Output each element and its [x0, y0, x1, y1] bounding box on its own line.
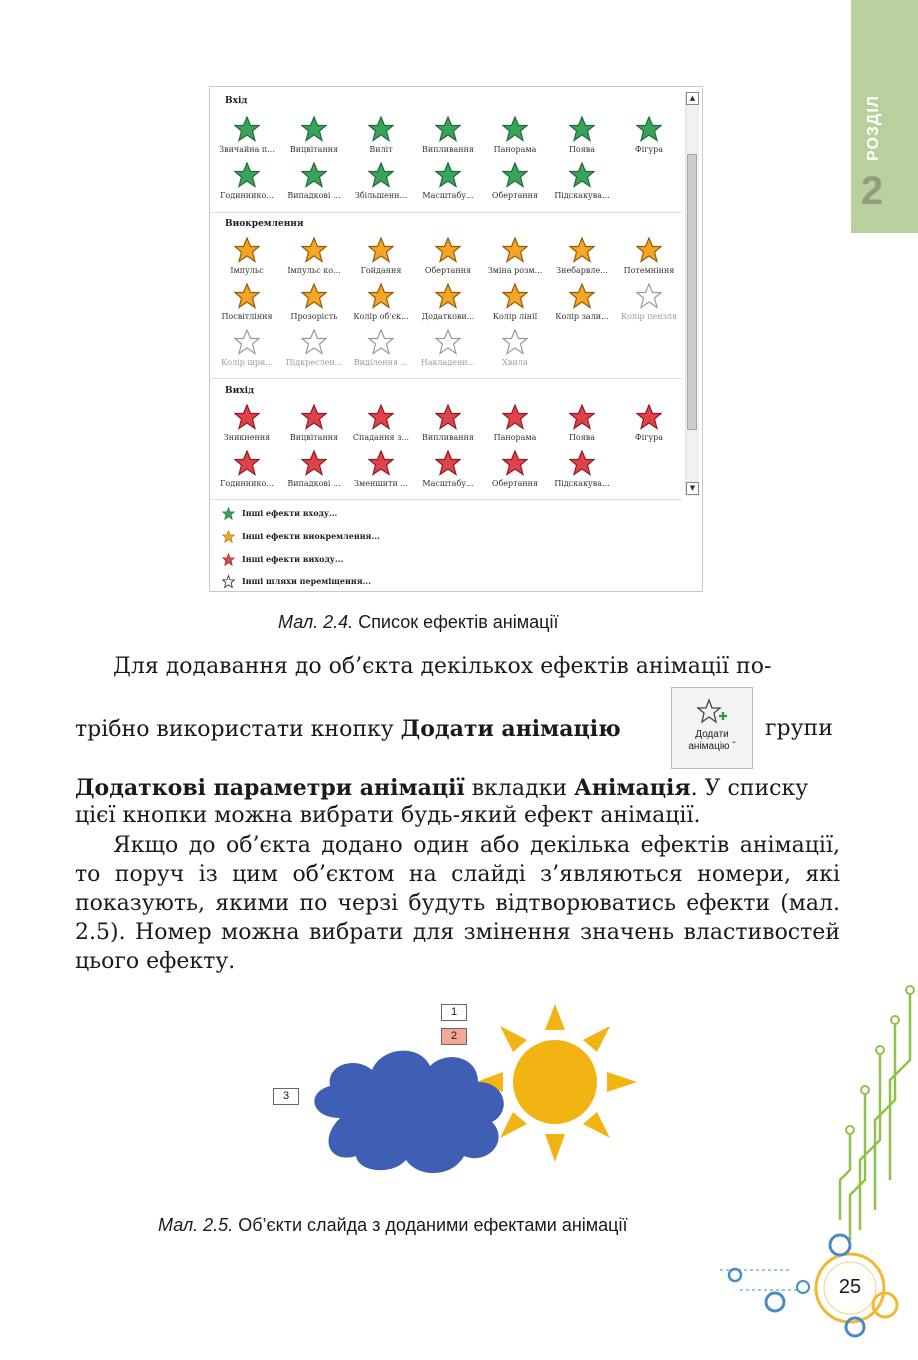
outline-star-icon — [222, 575, 235, 588]
effect-label: Колір пензля — [620, 312, 678, 321]
effect-exit-item[interactable] — [482, 450, 548, 494]
entrance-star-icon — [234, 116, 260, 142]
effect-label: Колір лінії — [492, 312, 538, 321]
more-exit-effects[interactable] — [222, 552, 343, 566]
button-label: анімацію ˇ — [688, 741, 736, 752]
green-star-icon — [222, 507, 235, 520]
effect-emphasis-item[interactable] — [214, 283, 280, 327]
emphasis-star-icon — [569, 237, 595, 263]
section-label: РОЗДІЛ — [865, 95, 882, 161]
entrance-star-icon — [435, 116, 461, 142]
effect-exit-item[interactable] — [281, 404, 347, 448]
effect-entrance-item[interactable] — [482, 162, 548, 206]
effect-label: Годиннико... — [220, 479, 274, 488]
effect-emphasis-item[interactable] — [214, 329, 280, 373]
effect-emphasis-item[interactable] — [616, 283, 682, 327]
effect-entrance-item[interactable] — [616, 116, 682, 160]
figure-number: Мал. 2.4. — [278, 612, 354, 632]
effect-label: Масштабу... — [422, 191, 474, 200]
entrance-star-icon — [301, 162, 327, 188]
effect-label: Випадкові ... — [287, 191, 341, 200]
section-number: 2 — [860, 169, 884, 213]
effect-label: Додаткови... — [421, 312, 475, 321]
figure-number: Мал. 2.5. — [158, 1215, 234, 1235]
effect-label: Поява — [568, 433, 596, 442]
effect-emphasis-item[interactable] — [616, 237, 682, 281]
entrance-star-icon — [368, 162, 394, 188]
effect-label: Колір об'єк... — [353, 312, 409, 321]
effect-label: Виліт — [369, 145, 393, 154]
effect-emphasis-item[interactable] — [348, 237, 414, 281]
scroll-down-icon[interactable]: ▼ — [686, 482, 699, 495]
text-line: Для додавання до об’єкта декількох ефектів анімації по- — [113, 654, 772, 679]
button-label: Додати — [695, 729, 729, 740]
effect-label: Зникнення — [223, 433, 271, 442]
effect-entrance-item[interactable] — [214, 116, 280, 160]
effect-label: Обертання — [491, 191, 539, 200]
entrance-star-icon — [502, 116, 528, 142]
emphasis-star-icon — [502, 283, 528, 309]
exit-star-icon — [502, 404, 528, 430]
effect-label: Панорама — [493, 433, 537, 442]
emphasis-star-icon — [234, 283, 260, 309]
more-emphasis-effects[interactable] — [222, 529, 380, 543]
bold-term: Анімація — [573, 775, 691, 801]
emphasis-star-icon — [435, 237, 461, 263]
effect-label: Підскакува... — [554, 191, 610, 200]
entrance-star-icon — [435, 162, 461, 188]
effect-emphasis-item[interactable] — [482, 329, 548, 373]
figure-caption-text: Об’єкти слайда з доданими ефектами анімації — [233, 1215, 628, 1235]
emphasis-star-icon — [636, 283, 662, 309]
emphasis-star-icon — [435, 283, 461, 309]
effect-emphasis-item[interactable] — [348, 329, 414, 373]
effect-label: Колір зали... — [555, 312, 609, 321]
effect-label: Панорама — [493, 145, 537, 154]
exit-star-icon — [368, 450, 394, 476]
exit-star-icon — [234, 450, 260, 476]
red-star-icon — [222, 553, 235, 566]
panel-scrollbar[interactable] — [685, 92, 699, 496]
emphasis-star-icon — [368, 283, 394, 309]
effect-label: Гойдання — [360, 266, 402, 275]
exit-star-icon — [569, 404, 595, 430]
effect-label: Випадкові ... — [287, 479, 341, 488]
effect-emphasis-item[interactable] — [281, 329, 347, 373]
text-line — [75, 716, 621, 742]
exit-star-icon — [569, 450, 595, 476]
effect-emphasis-item[interactable] — [348, 283, 414, 327]
text-line: групи — [765, 716, 833, 741]
add-star-icon — [696, 697, 728, 729]
effect-label: Зменшити ... — [354, 479, 408, 488]
effect-label: Вицвітання — [289, 145, 339, 154]
paragraph: Якщо до об’єкта додано один або декілька ефектів анімації, то поруч із цим об’єктом на слайді з’являються номери, які показують, якими по черзі будуть відтворюватись ефекти (мал. 2.5). Номер можна вибрати для змінення значень властивостей цього ефекту. — [75, 833, 840, 974]
text-line — [75, 775, 808, 801]
exit-star-icon — [636, 404, 662, 430]
emphasis-star-icon — [301, 237, 327, 263]
effect-label: Підкреслен... — [285, 358, 343, 367]
effect-label: Звичайна п... — [219, 145, 275, 154]
cloud-shape[interactable] — [314, 1051, 503, 1173]
exit-star-icon — [502, 450, 528, 476]
effect-label: Зміна розм... — [487, 266, 543, 275]
effect-exit-item[interactable] — [415, 404, 481, 448]
effect-label: Годиннико... — [220, 191, 274, 200]
animation-order-label[interactable]: 3 — [273, 1088, 299, 1105]
entrance-star-icon — [234, 162, 260, 188]
effect-label: Поява — [568, 145, 596, 154]
emphasis-star-icon — [435, 329, 461, 355]
entrance-star-icon — [502, 162, 528, 188]
emphasis-star-icon — [569, 283, 595, 309]
effect-emphasis-item[interactable] — [482, 237, 548, 281]
emphasis-star-icon — [636, 237, 662, 263]
text-fragment: . У списку — [690, 776, 809, 801]
entrance-star-icon — [636, 116, 662, 142]
effect-label: Фігура — [635, 433, 663, 442]
effect-label: Хвиля — [502, 358, 528, 367]
orange-star-icon — [222, 530, 235, 543]
text-line: цієї кнопки можна вибрати будь-який ефект анімації. — [75, 803, 701, 828]
effect-entrance-item[interactable] — [348, 116, 414, 160]
emphasis-heading: Виокремлення — [225, 219, 304, 229]
effect-emphasis-item[interactable] — [482, 283, 548, 327]
effect-emphasis-item[interactable] — [415, 329, 481, 373]
effect-entrance-item[interactable] — [281, 116, 347, 160]
entrance-star-icon — [569, 162, 595, 188]
effect-exit-item[interactable] — [348, 450, 414, 494]
effect-entrance-item[interactable] — [214, 162, 280, 206]
divider — [212, 378, 682, 379]
effect-exit-item[interactable] — [348, 404, 414, 448]
entrance-star-icon — [301, 116, 327, 142]
effect-entrance-item[interactable] — [415, 162, 481, 206]
more-motion-paths[interactable] — [222, 574, 371, 588]
emphasis-star-icon — [234, 237, 260, 263]
effect-label: Потемніння — [623, 266, 675, 275]
effect-exit-item[interactable] — [415, 450, 481, 494]
bold-term: Додати анімацію — [400, 716, 621, 742]
bold-term: Додаткові параметри анімації — [75, 775, 465, 801]
effect-label: Обертання — [424, 266, 472, 275]
effect-entrance-item[interactable] — [549, 116, 615, 160]
text-fragment: трібно використати кнопку — [75, 717, 401, 742]
effect-label: Накладенн... — [420, 358, 476, 367]
emphasis-star-icon — [502, 237, 528, 263]
effect-label: Посвітління — [221, 312, 273, 321]
figure-caption-text: Список ефектів анімації — [353, 612, 559, 632]
entrance-star-icon — [569, 116, 595, 142]
scroll-thumb[interactable] — [687, 154, 697, 430]
effect-label: Вицвітання — [289, 433, 339, 442]
more-entrance-effects[interactable] — [222, 506, 337, 520]
exit-star-icon — [234, 404, 260, 430]
effect-label: Фігура — [635, 145, 663, 154]
add-animation-button[interactable] — [671, 687, 753, 769]
effect-label: Випливання — [422, 145, 474, 154]
entrance-heading: Вхід — [225, 96, 248, 106]
effect-label: Обертання — [491, 479, 539, 488]
effect-exit-item[interactable] — [482, 404, 548, 448]
effect-exit-item[interactable] — [281, 450, 347, 494]
exit-heading: Вихід — [225, 386, 255, 396]
effect-label: Підскакува... — [554, 479, 610, 488]
circuit-decoration — [700, 980, 918, 1360]
exit-star-icon — [435, 450, 461, 476]
emphasis-star-icon — [368, 329, 394, 355]
effect-exit-item[interactable] — [214, 404, 280, 448]
effect-emphasis-item[interactable] — [415, 283, 481, 327]
effect-emphasis-item[interactable] — [415, 237, 481, 281]
more-exit-label: Інші ефекти виходу... — [242, 554, 344, 564]
exit-star-icon — [301, 404, 327, 430]
effect-label: Випливання — [422, 433, 474, 442]
effect-exit-item[interactable] — [616, 404, 682, 448]
more-entrance-label: Інші ефекти входу... — [242, 508, 338, 518]
effect-entrance-item[interactable] — [415, 116, 481, 160]
animation-order-label-selected[interactable]: 2 — [441, 1028, 467, 1045]
text-fragment: вкладки — [464, 776, 574, 801]
sun-shape[interactable] — [476, 1004, 637, 1162]
divider — [212, 499, 682, 500]
effect-exit-item[interactable] — [549, 450, 615, 494]
slide-objects — [300, 1000, 650, 1190]
effect-label: Імпульс — [230, 266, 264, 275]
effect-emphasis-item[interactable] — [549, 237, 615, 281]
effect-label: Масштабу... — [422, 479, 474, 488]
figure-caption — [158, 1215, 628, 1236]
effect-emphasis-item[interactable] — [281, 283, 347, 327]
effect-entrance-item[interactable] — [348, 162, 414, 206]
page-number: 25 — [838, 1276, 862, 1298]
emphasis-star-icon — [301, 329, 327, 355]
effect-label: Спадання з... — [352, 433, 410, 442]
effect-entrance-item[interactable] — [549, 162, 615, 206]
emphasis-star-icon — [502, 329, 528, 355]
more-paths-label: Інші шляхи переміщення... — [242, 576, 371, 586]
emphasis-star-icon — [368, 237, 394, 263]
exit-star-icon — [368, 404, 394, 430]
scroll-up-icon[interactable]: ▲ — [686, 92, 699, 105]
effect-label: Знебарвле... — [556, 266, 608, 275]
animation-order-label[interactable]: 1 — [441, 1004, 467, 1021]
entrance-star-icon — [368, 116, 394, 142]
effect-label: Виділення ... — [353, 358, 409, 367]
effect-exit-item[interactable] — [549, 404, 615, 448]
exit-star-icon — [435, 404, 461, 430]
effect-entrance-item[interactable] — [281, 162, 347, 206]
effect-label: Прозорість — [290, 312, 338, 321]
effect-emphasis-item[interactable] — [549, 283, 615, 327]
effect-label: Колір шри... — [221, 358, 273, 367]
effect-emphasis-item[interactable] — [281, 237, 347, 281]
effect-label: Збільшенн... — [354, 191, 408, 200]
effect-emphasis-item[interactable] — [214, 237, 280, 281]
figure-caption — [278, 612, 558, 633]
effect-entrance-item[interactable] — [482, 116, 548, 160]
emphasis-star-icon — [234, 329, 260, 355]
effect-label: Імпульс ко... — [287, 266, 341, 275]
more-emphasis-label: Інші ефекти виокремлення... — [242, 531, 380, 541]
effect-exit-item[interactable] — [214, 450, 280, 494]
emphasis-star-icon — [301, 283, 327, 309]
divider — [212, 212, 682, 213]
exit-star-icon — [301, 450, 327, 476]
